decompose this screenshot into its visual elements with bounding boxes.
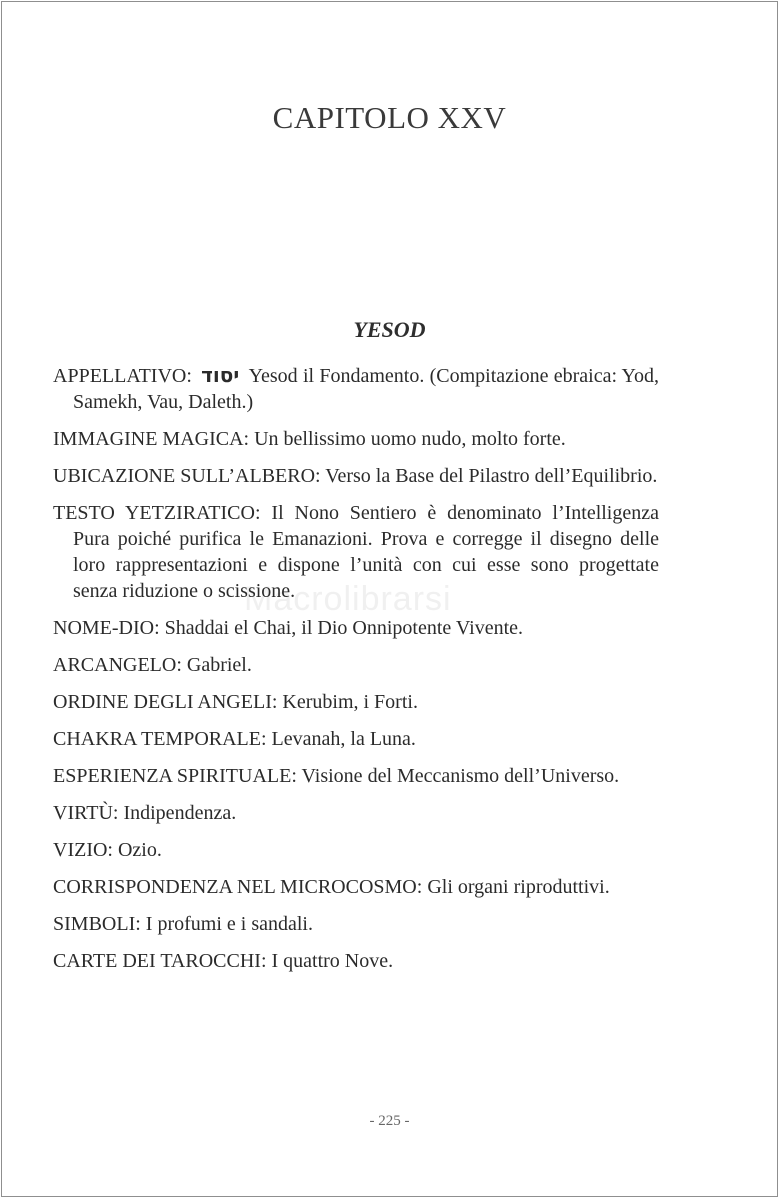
watermark: Macrolibrarsi — [244, 580, 452, 618]
entry-text: Visione del Meccanismo dell’Universo. — [301, 765, 620, 787]
entry-immagine-magica — [53, 426, 659, 452]
entry-simboli — [53, 911, 659, 937]
entry-label: NOME-DIO: — [53, 617, 160, 639]
entry-text: Levanah, la Luna. — [271, 728, 416, 750]
hebrew-word: יסוד — [201, 363, 240, 387]
entry-text: Indipendenza. — [123, 802, 237, 824]
entry-label: IMMAGINE MAGICA: — [53, 428, 250, 450]
entry-text: I profumi e i sandali. — [145, 913, 313, 935]
entry-esperienza-spirituale — [53, 763, 659, 789]
entry-text: Ozio. — [117, 839, 162, 861]
entry-label: ORDINE DEGLI ANGELI: — [53, 691, 278, 713]
entry-corrispondenza — [53, 874, 659, 900]
entry-carte-tarocchi — [53, 948, 659, 974]
section-title: YESOD — [353, 317, 426, 342]
entry-label: CARTE DEI TAROCCHI: — [53, 950, 267, 972]
entry-chakra-temporale — [53, 726, 659, 752]
entry-label: UBICAZIONE SULL’ALBERO: — [53, 465, 321, 487]
entry-text: Verso la Base del Pilastro dell’Equilibrio. — [325, 465, 658, 487]
entry-label: APPELLATIVO: — [53, 365, 192, 387]
book-page — [1, 1, 778, 1197]
entry-label: CORRISPONDENZA NEL MICROCOSMO: — [53, 876, 423, 898]
entry-text: Yesod il Fondamento. (Compitazione ebraica: Yod, Samekh, Vau, Daleth.) — [73, 365, 660, 413]
entry-nome-dio — [53, 615, 659, 641]
entry-label: CHAKRA TEMPORALE: — [53, 728, 267, 750]
entry-appellativo — [53, 362, 659, 415]
entry-text: I quattro Nove. — [271, 950, 394, 972]
entry-ordine-angeli — [53, 689, 659, 715]
entry-label: VIRTÙ: — [53, 802, 119, 824]
entry-label: TESTO YETZIRATICO: — [53, 502, 261, 524]
entry-label: ARCANGELO: — [53, 654, 182, 676]
entry-text: Gabriel. — [186, 654, 252, 676]
entry-label: ESPERIENZA SPIRITUALE: — [53, 765, 297, 787]
chapter-title: CAPITOLO XXV — [272, 100, 507, 135]
entry-virtu — [53, 800, 659, 826]
entry-testo-yetziratico — [53, 500, 659, 604]
entry-text: Il Nono Sentiero è denominato l’Intelligenza Pura poiché purifica le Emanazioni. Prova e corregge il disegno delle loro rappresentazioni e dispone l’unità con cui esse sono progettate senza riduzione o scissione. — [73, 502, 659, 602]
entry-arcangelo — [53, 652, 659, 678]
entry-text: Un bellissimo uomo nudo, molto forte. — [254, 428, 566, 450]
entry-label: SIMBOLI: — [53, 913, 141, 935]
entry-text: Gli organi riproduttivi. — [427, 876, 610, 898]
entry-text: Shaddai el Chai, il Dio Onnipotente Vivente. — [164, 617, 524, 639]
entry-list — [53, 362, 659, 985]
entry-label: VIZIO: — [53, 839, 113, 861]
page-number: - 225 - — [369, 1113, 410, 1129]
entry-vizio — [53, 837, 659, 863]
entry-text: Kerubim, i Forti. — [282, 691, 418, 713]
entry-ubicazione — [53, 463, 659, 489]
